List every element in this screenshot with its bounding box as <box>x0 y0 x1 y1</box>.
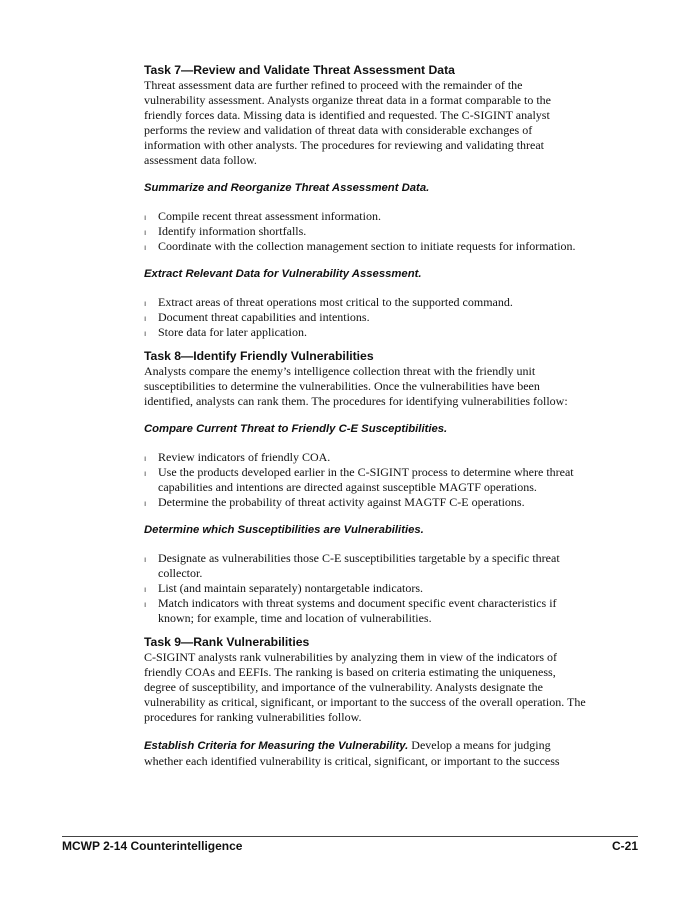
task8-subheading-determine: Determine which Susceptibilities are Vulnerabilities. <box>144 524 424 536</box>
bullet-icon: ı <box>144 299 147 308</box>
task8-body: Analysts compare the enemy’s intelligence collection threat with the friendly unit susceptibilities to determine the vulnerabilities. Once the vulnerabilities have been identified, analysts can rank them. The procedures for identifying vulnerabilities follow: <box>144 364 568 408</box>
list-item: ı List (and maintain separately) nontargetable indicators. <box>144 581 586 596</box>
bullet-icon: ı <box>144 454 147 463</box>
task7-section <box>144 63 586 340</box>
task9-section <box>144 635 586 769</box>
task7-heading: Task 7—Review and Validate Threat Assessment Data <box>144 63 455 77</box>
bullet-icon: ı <box>144 555 147 564</box>
bullet-icon: ı <box>144 469 147 478</box>
list-item: ı Identify information shortfalls. <box>144 224 586 239</box>
footer-publication-title: MCWP 2-14 Counterintelligence <box>62 839 243 853</box>
task8-compare-list <box>144 450 586 510</box>
list-item: ı Match indicators with threat systems and document specific event characteristics if known; for example, time and location of vulnerabilities. <box>144 596 557 625</box>
list-item: ı Extract areas of threat operations most critical to the supported command. <box>144 295 586 310</box>
task7-subheading-extract: Extract Relevant Data for Vulnerability Assessment. <box>144 268 422 280</box>
task8-section <box>144 349 586 626</box>
task9-body: C-SIGINT analysts rank vulnerabilities by analyzing them in view of the indicators of friendly COAs and EEFIs. The ranking is based on criteria estimating the uniqueness, degree of susceptibility, and importance of the vulnerability. Analysts designate the vulnerability as critical, significant, or important to the success of the overall operation. The procedures for ranking vulnerabilities follow. <box>144 650 586 724</box>
list-item: ı Designate as vulnerabilities those C-E susceptibilities targetable by a specific threat collector. <box>144 551 560 580</box>
list-item: ı Review indicators of friendly COA. <box>144 450 586 465</box>
list-item: ı Determine the probability of threat activity against MAGTF C-E operations. <box>144 495 586 510</box>
bullet-icon: ı <box>144 499 147 508</box>
task8-heading: Task 8—Identify Friendly Vulnerabilities <box>144 349 374 363</box>
task7-body: Threat assessment data are further refined to proceed with the remainder of the vulnerability assessment. Analysts organize threat data in a format comparable to the friendly forces data. Missing data is identified and requested. The C-SIGINT analyst performs the review and validation of threat data with considerable exchanges of information with other analysts. The procedures for reviewing and validating threat assessment data follow. <box>144 78 551 167</box>
bullet-icon: ı <box>144 243 147 252</box>
list-item: ı Document threat capabilities and intentions. <box>144 310 586 325</box>
task9-heading: Task 9—Rank Vulnerabilities <box>144 635 310 649</box>
bullet-icon: ı <box>144 600 147 609</box>
task8-subheading-compare: Compare Current Threat to Friendly C-E Susceptibilities. <box>144 423 448 435</box>
bullet-icon: ı <box>144 228 147 237</box>
bullet-icon: ı <box>144 585 147 594</box>
list-item: ı Use the products developed earlier in the C-SIGINT process to determine where threat capabilities and intentions are directed against susceptible MAGTF operations. <box>144 465 574 494</box>
bullet-icon: ı <box>144 213 147 222</box>
task7-extract-list <box>144 295 586 340</box>
task7-subheading-summarize: Summarize and Reorganize Threat Assessment Data. <box>144 182 430 194</box>
list-item: ı Store data for later application. <box>144 325 586 340</box>
list-item: ı Coordinate with the collection management section to initiate requests for information. <box>144 239 586 254</box>
task9-criteria-text: Develop a means for judging whether each identified vulnerability is critical, significant, or important to the success <box>144 738 560 768</box>
task9-criteria-title: Establish Criteria for Measuring the Vulnerability. <box>144 740 409 752</box>
bullet-icon: ı <box>144 329 147 338</box>
footer-page-number: C-21 <box>611 839 638 853</box>
footer-divider <box>62 836 638 837</box>
task9-criteria-paragraph <box>144 738 586 769</box>
task8-determine-list <box>144 551 586 626</box>
task7-summarize-list <box>144 209 586 254</box>
list-item: ı Compile recent threat assessment information. <box>144 209 586 224</box>
page-content <box>144 63 586 769</box>
bullet-icon: ı <box>144 314 147 323</box>
